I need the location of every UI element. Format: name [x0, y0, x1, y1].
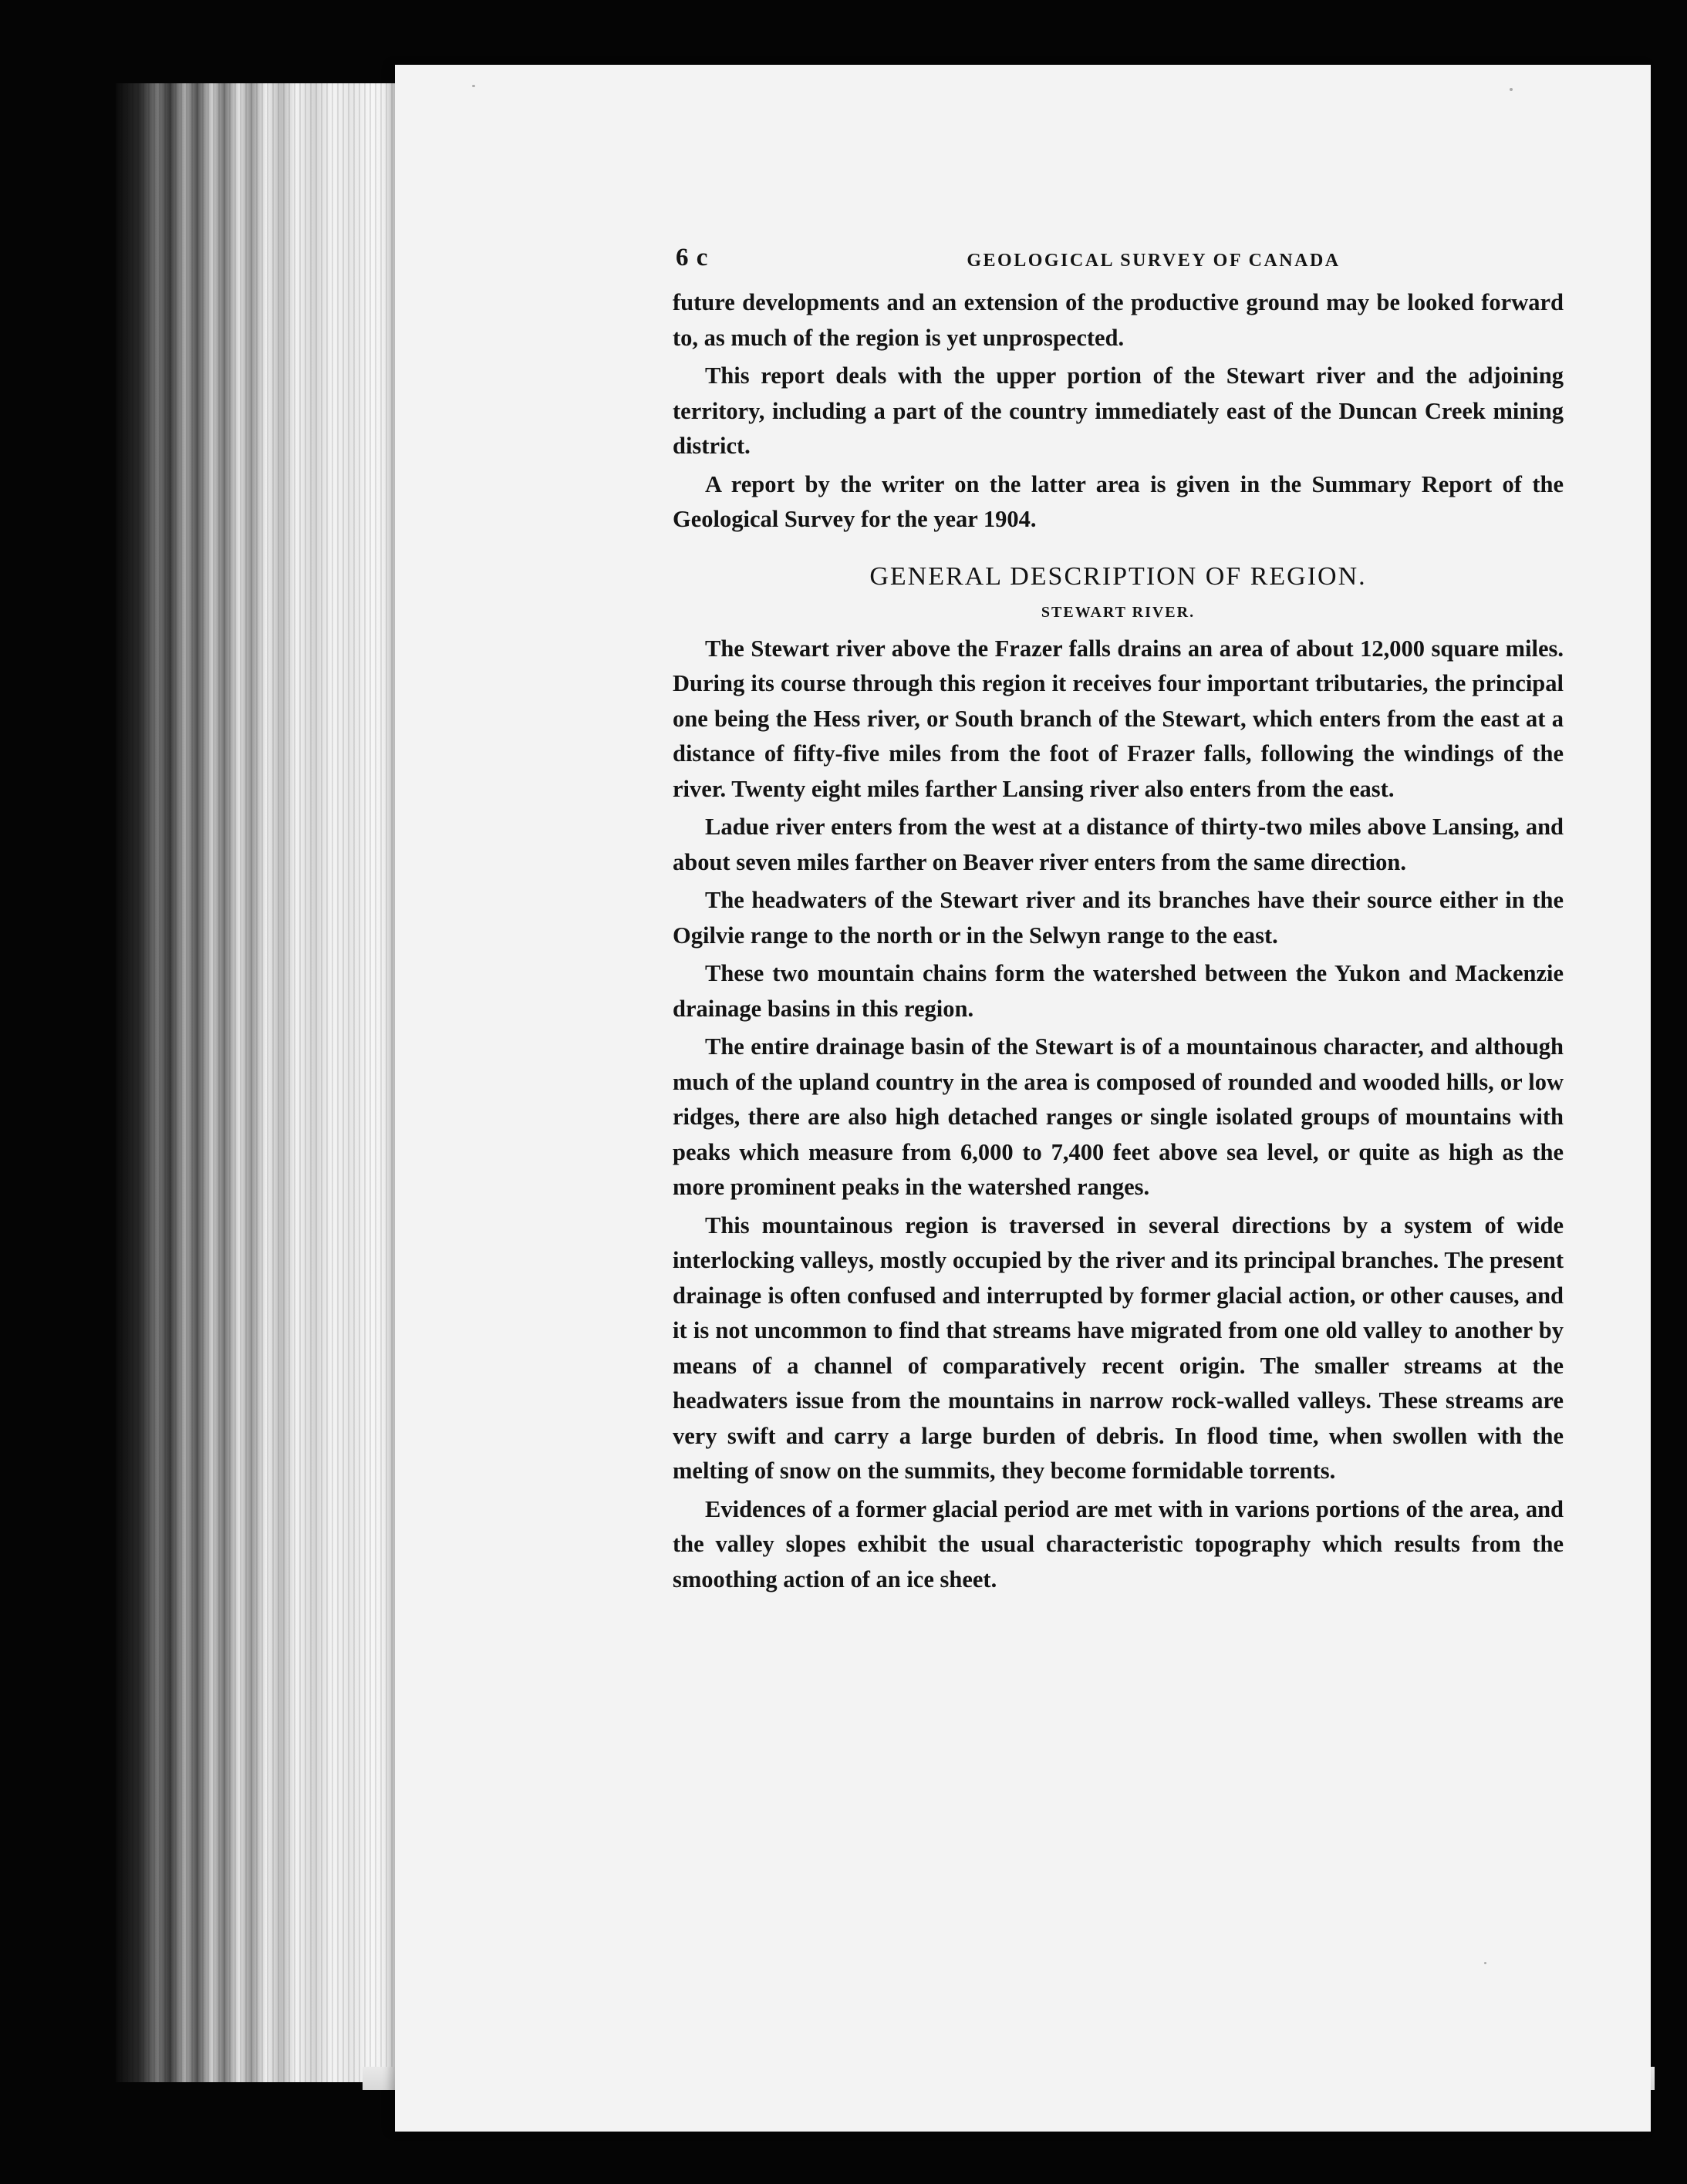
running-head: [673, 241, 1564, 275]
paragraph: future developments and an extension of the productive ground may be looked forward to, as much of the region is yet unprospected.: [673, 289, 1564, 351]
paragraph: This report deals with the upper portion of the Stewart river and the adjoining territory, including a part of the country immediately east of the Duncan Creek mining district.: [673, 362, 1564, 459]
paragraph: The Stewart river above the Frazer falls drains an area of about 12,000 square miles. During its course through this region it receives four important tributaries, the principal one being the Hess river, or South branch of the Stewart, which enters from the east at a distance of fifty-five miles from the foot of Frazer falls, following the windings of the river. Twenty eight miles farther Lansing river also enters from the east.: [673, 635, 1564, 802]
paragraph: This mountainous region is traversed in several directions by a system of wide interlocking valleys, mostly occupied by the river and its principal branches. The present drainage is often confused and interrupted by former glacial action, or other causes, and it is not uncommon to find that streams have migrated from one old valley to another by means of a channel of comparatively recent origin. The smaller streams at the headwaters issue from the mountains in narrow rock-walled valleys. These streams are very swift and carry a large burden of debris. In flood time, when swollen with the melting of snow on the summits, they become formidable torrents.: [673, 1212, 1564, 1484]
dust-speck: [1484, 1962, 1486, 1964]
running-head-title: GEOLOGICAL SURVEY OF CANADA: [967, 251, 1341, 271]
dust-speck: [472, 85, 475, 87]
paragraph: The entire drainage basin of the Stewart is of a mountainous character, and although much of the upland country in the area is composed of rounded and wooded hills, or low ridges, there are also high detached ranges or single isolated groups of mountains with peaks which measure from 6,000 to 7,400 feet above sea level, or quite as high as the more prominent peaks in the watershed ranges.: [673, 1033, 1564, 1200]
page-content: [673, 241, 1564, 1600]
paragraph: These two mountain chains form the watershed between the Yukon and Mackenzie drainage basins in this region.: [673, 960, 1564, 1022]
paragraph: The headwaters of the Stewart river and its branches have their source either in the Ogilvie range to the north or in the Selwyn range to the east.: [673, 887, 1564, 949]
section-heading: GENERAL DESCRIPTION OF REGION.: [869, 561, 1367, 591]
page-number: 6 c: [676, 244, 709, 271]
paragraph: A report by the writer on the latter area is given in the Summary Report of the Geological Survey for the year 1904.: [673, 470, 1564, 532]
book-page-edges: [116, 83, 417, 2082]
paragraph: Evidences of a former glacial period are met with in varions portions of the area, and the valley slopes exhibit the usual characteristic topography which results from the smoothing action of an ice sheet.: [673, 1495, 1564, 1592]
book-page: [395, 65, 1651, 2132]
dust-speck: [1510, 88, 1513, 91]
section-subheading: STEWART RIVER.: [1041, 603, 1196, 621]
paragraph: Ladue river enters from the west at a distance of thirty-two miles above Lansing, and about seven miles farther on Beaver river enters from the same direction.: [673, 814, 1564, 875]
